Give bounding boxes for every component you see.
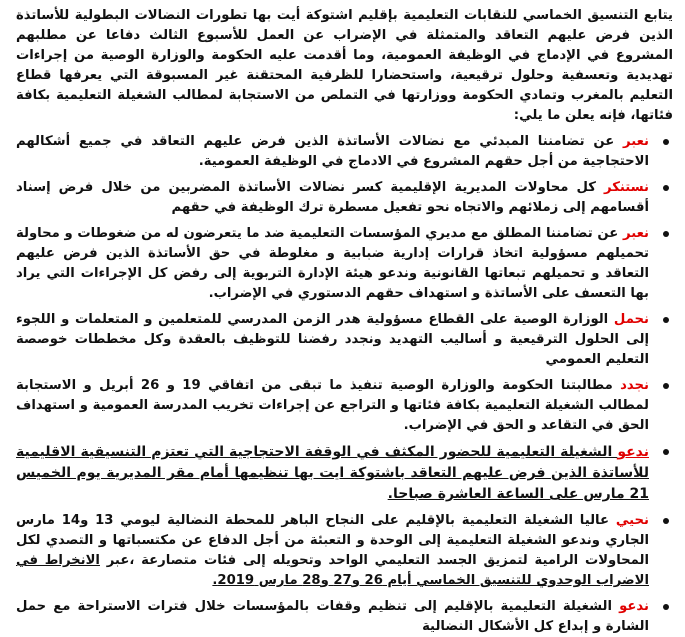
list-item xyxy=(16,376,673,436)
list-item xyxy=(16,132,673,172)
item-verb: ندعو xyxy=(619,599,649,614)
bullet-icon xyxy=(663,231,669,237)
bullet-icon xyxy=(663,604,669,610)
list-item xyxy=(16,224,673,304)
item-verb: نجدد xyxy=(620,378,649,393)
item-verb: نعبر xyxy=(623,226,649,241)
item-text: الشغيلة التعليمية للحضور المكثف في الوقفة الاحتجاجية التي تعتزم التنسيقية الاقليمية للأساتذة الذين فرض عليهم التعاقد باشتوكة ايت بها تنظيمها أمام مقر المديرية يوم الخميس 21 مارس على الساعة العاشرة صباحا. xyxy=(16,444,649,502)
item-text: كل محاولات المديرية الإقليمية كسر نضالات الأساتذة المضربين من خلال فرض إسناد أقسامهم إلى زملائهم والاتجاه نحو تفعيل مسطرة ترك الوظيفة في حقهم xyxy=(16,180,649,215)
intro-paragraph: يتابع التنسيق الخماسي للنقابات التعليمية بإقليم اشتوكة أيت بها تطورات النضالات البطولية للأساتذة الذين فرض عليهم التعاقد والمتمثلة في الإضراب عن العمل للأسبوع الثالث دفاعا عن مطلبهم المشروع في الإدماج في الوظيفة العمومية، وما أقدمت عليه الحكومة والوزارة الوصية من إجراءات تهديدية وتعسفية وحلول ترقيعية، واستحضارا للظرفية المحتقنة غير المسبوقة التي يعرفها قطاع التعليم بالمغرب وتمادي الحكومة ووزارتها في التملص من الاستجابة لمطالب الشغيلة التعليمية بكافة فئاتها، فإنه يعلن ما يلي: xyxy=(16,8,673,123)
list-item xyxy=(16,442,673,505)
list-item xyxy=(16,178,673,218)
bullet-icon xyxy=(663,518,669,524)
bullet-icon xyxy=(663,449,669,455)
item-verb: نحيي xyxy=(615,513,649,528)
bullet-icon xyxy=(663,317,669,323)
item-text: عاليا الشغيلة التعليمية بالإقليم على النجاح الباهر للمحطة النضالية ليومي 13 و14 مارس الجاري وندعو الشغيلة التعليمية إلى الوحدة و التعبئة من أجل الدفاع عن مكتسباتها و التصدي لكل المحاولات الرامية لتمزيق الجسد التعليمي الواحد وتحويله إلى فئات متصارعة ،عبر xyxy=(16,513,649,568)
item-text: مطالبتنا الحكومة والوزارة الوصية تنفيذ ما تبقى من اتفاقي 19 و 26 أبريل و الاستجابة لمطالب الشغيلة التعليمية بكافة فئاتها و التراجع عن إجراءات تخريب المدرسة العمومية و استهداف الحق في التقاعد و الحق في الإضراب. xyxy=(16,378,649,433)
item-text: الشغيلة التعليمية بالإقليم إلى تنظيم وقفات بالمؤسسات خلال فترات الاستراحة مع حمل الشارة و إبداع كل الأشكال النضالية xyxy=(16,599,649,634)
item-verb: نعبر xyxy=(623,134,649,149)
list-item xyxy=(16,511,673,591)
item-verb: نستنكر xyxy=(603,180,649,195)
item-verb: نحمل xyxy=(613,312,649,327)
bullet-icon xyxy=(663,139,669,145)
bullet-icon xyxy=(663,185,669,191)
item-text-underlined: الانخراط في الاضراب الوحدوي للتنسيق الخماسي أيام 26 و27 و28 مارس 2019. xyxy=(16,553,649,588)
statement-list xyxy=(16,132,673,637)
item-text: عن تضامننا المطلق مع مديري المؤسسات التعليمية ضد ما يتعرضون له من ضغوطات و محاولة تحميلهم مسؤولية اتخاذ قرارات إدارية ضبابية و مغلوطة في حق الأساتذة الذين فرض عليهم التعاقد و تحميلهم تبعاتها القانونية وندعو هيئة الإدارة التربوية إلى رفض كل الإجراءات التي يراد بها التعسف على الأساتذة و استهداف حقهم الدستوري في الإضراب. xyxy=(16,226,649,301)
list-item xyxy=(16,310,673,370)
item-text: الوزارة الوصية على القطاع مسؤولية هدر الزمن المدرسي للمتعلمين و المتعلمات و اللجوء إلى الحلول الترقيعية و أساليب التهديد ونجدد رفضنا للتوظيف بالعقدة وكل مخططات خوصصة التعليم العمومي xyxy=(16,312,649,367)
item-text: عن تضامننا المبدئي مع نضالات الأساتذة الذين فرض عليهم التعاقد في جميع أشكالهم الاحتجاجية من أجل حقهم المشروع في الادماج في الوظيفة العمومية. xyxy=(16,134,649,169)
item-verb: ندعو xyxy=(617,444,649,460)
list-item xyxy=(16,597,673,637)
bullet-icon xyxy=(663,383,669,389)
